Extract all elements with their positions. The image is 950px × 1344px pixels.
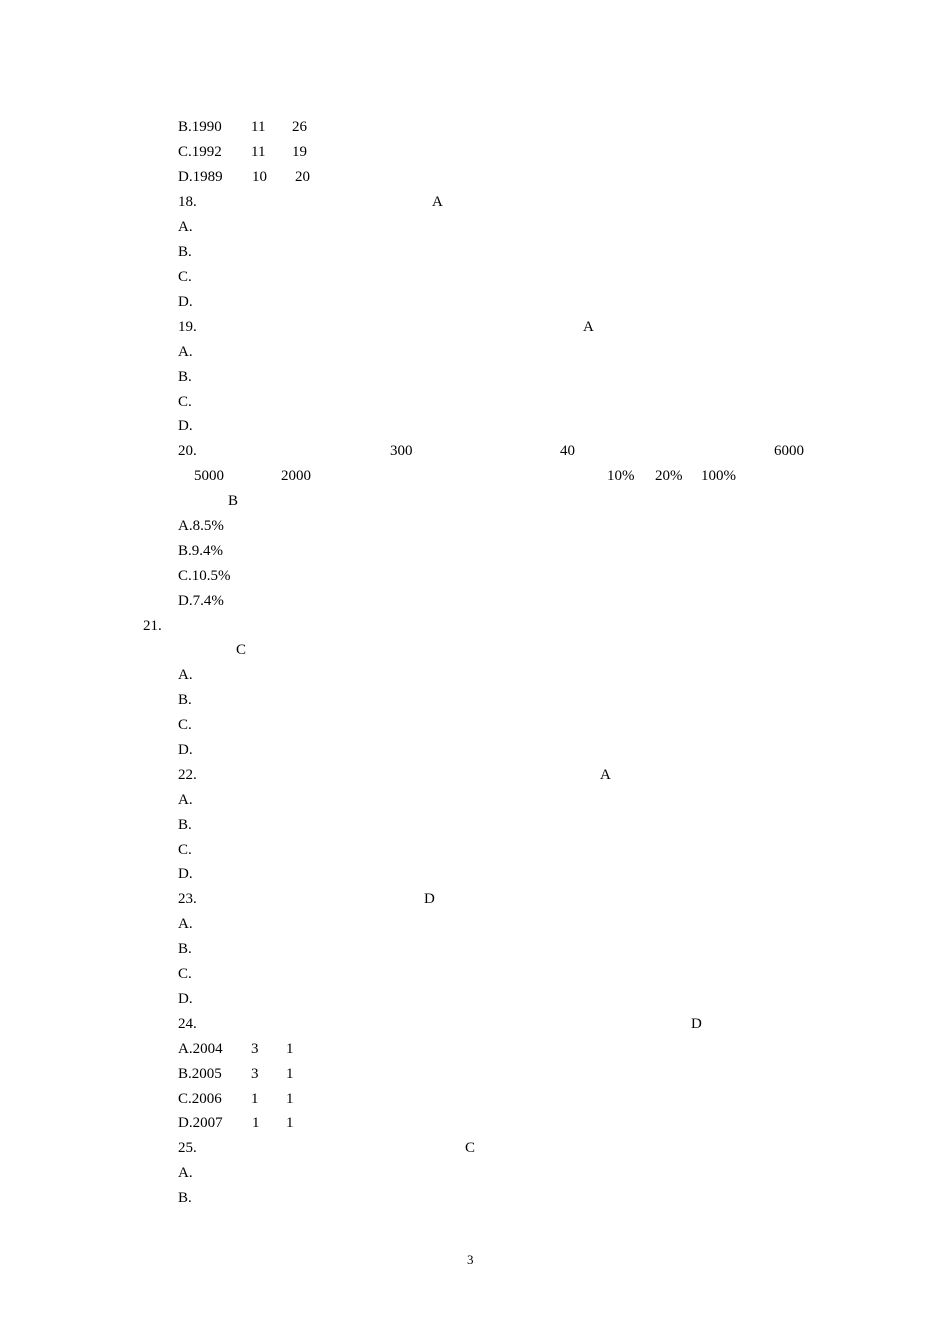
- answer-letter: A: [583, 319, 594, 335]
- question-number: 24.: [178, 1016, 197, 1032]
- question-value: 300: [390, 443, 413, 459]
- option-value: 1: [286, 1041, 294, 1057]
- answer-letter: C: [236, 642, 247, 658]
- option-label: B.: [178, 817, 192, 833]
- answer-letter: A: [432, 194, 443, 210]
- option-label: C.: [178, 269, 192, 285]
- option-line: [0, 962, 950, 987]
- option-label: A.: [178, 219, 193, 235]
- option-line: [0, 290, 950, 315]
- answer-letter: A: [600, 767, 611, 783]
- option-line: [0, 514, 950, 539]
- question-number: 25.: [178, 1140, 197, 1156]
- page-number: 3: [467, 1252, 474, 1267]
- option-label: C.: [178, 842, 192, 858]
- option-value: 20: [295, 169, 310, 185]
- option-label: B.: [178, 369, 192, 385]
- option-line: [0, 240, 950, 265]
- option-label: A.: [178, 667, 193, 683]
- option-label: B.2005: [178, 1066, 222, 1082]
- option-line: [0, 813, 950, 838]
- option-line: [0, 539, 950, 564]
- option-label: C.: [178, 966, 192, 982]
- option-line: [0, 140, 950, 165]
- question-percent: 20%: [655, 468, 683, 484]
- option-line: [0, 937, 950, 962]
- option-label: B.: [178, 1190, 192, 1206]
- option-line: [0, 340, 950, 365]
- option-label: D.1989: [178, 169, 223, 185]
- question-number: 23.: [178, 891, 197, 907]
- question-percent: 10%: [607, 468, 635, 484]
- option-label: D.: [178, 742, 193, 758]
- question-line: [0, 887, 950, 912]
- question-line: [0, 1136, 950, 1161]
- option-value: 1: [252, 1115, 260, 1131]
- option-label: C.: [178, 394, 192, 410]
- option-line: [0, 1111, 950, 1136]
- option-label: C.10.5%: [178, 568, 231, 584]
- option-value: 26: [292, 119, 307, 135]
- option-line: [0, 713, 950, 738]
- option-label: D.: [178, 991, 193, 1007]
- option-label: A.: [178, 792, 193, 808]
- option-line: [0, 688, 950, 713]
- question-line: [0, 439, 950, 464]
- answer-line: [0, 489, 950, 514]
- question-line: [0, 190, 950, 215]
- option-value: 10: [252, 169, 267, 185]
- option-label: D.: [178, 866, 193, 882]
- option-label: B.: [178, 941, 192, 957]
- option-line: [0, 1161, 950, 1186]
- option-value: 11: [251, 119, 266, 135]
- option-label: A.: [178, 1165, 193, 1181]
- question-line: [0, 1012, 950, 1037]
- option-label: D.: [178, 294, 193, 310]
- option-value: 1: [286, 1066, 294, 1082]
- answer-line: [0, 638, 950, 663]
- question-value: 6000: [774, 443, 804, 459]
- option-line: [0, 1087, 950, 1112]
- option-line: [0, 1062, 950, 1087]
- option-label: C.2006: [178, 1091, 222, 1107]
- option-label: B.: [178, 692, 192, 708]
- question-line: [0, 763, 950, 788]
- option-label: A.2004: [178, 1041, 223, 1057]
- option-label: D.2007: [178, 1115, 223, 1131]
- option-label: A.8.5%: [178, 518, 224, 534]
- option-line: [0, 738, 950, 763]
- option-line: [0, 390, 950, 415]
- option-value: 1: [251, 1091, 259, 1107]
- question-number: 20.: [178, 443, 197, 459]
- question-number: 21.: [143, 618, 162, 634]
- option-value: 1: [286, 1091, 294, 1107]
- option-value: 19: [292, 144, 307, 160]
- answer-letter: B: [228, 493, 239, 509]
- option-label: B.: [178, 244, 192, 260]
- option-line: [0, 215, 950, 240]
- option-line: [0, 414, 950, 439]
- option-value: 1: [286, 1115, 294, 1131]
- option-label: C.: [178, 717, 192, 733]
- question-value: 40: [560, 443, 575, 459]
- question-number: 18.: [178, 194, 197, 210]
- answer-letter: C: [465, 1140, 476, 1156]
- question-line: [0, 614, 950, 639]
- option-line: [0, 663, 950, 688]
- option-label: C.1992: [178, 144, 222, 160]
- question-percent: 100%: [701, 468, 736, 484]
- option-label: D.7.4%: [178, 593, 224, 609]
- option-line: [0, 589, 950, 614]
- option-label: D.: [178, 418, 193, 434]
- option-label: A.: [178, 916, 193, 932]
- question-value: 2000: [281, 468, 311, 484]
- question-value: 5000: [194, 468, 224, 484]
- option-label: B.9.4%: [178, 543, 223, 559]
- option-line: [0, 838, 950, 863]
- question-line: [0, 315, 950, 340]
- option-line: [0, 365, 950, 390]
- question-line: [0, 464, 950, 489]
- option-line: [0, 265, 950, 290]
- option-line: [0, 115, 950, 140]
- option-line: [0, 987, 950, 1012]
- answer-letter: D: [691, 1016, 702, 1032]
- option-value: 3: [251, 1066, 259, 1082]
- option-line: [0, 788, 950, 813]
- question-number: 19.: [178, 319, 197, 335]
- option-label: A.: [178, 344, 193, 360]
- option-label: B.1990: [178, 119, 222, 135]
- option-line: [0, 1186, 950, 1211]
- question-number: 22.: [178, 767, 197, 783]
- option-line: [0, 165, 950, 190]
- option-line: [0, 912, 950, 937]
- option-line: [0, 1037, 950, 1062]
- option-value: 3: [251, 1041, 259, 1057]
- option-line: [0, 564, 950, 589]
- option-line: [0, 862, 950, 887]
- answer-letter: D: [424, 891, 435, 907]
- option-value: 11: [251, 144, 266, 160]
